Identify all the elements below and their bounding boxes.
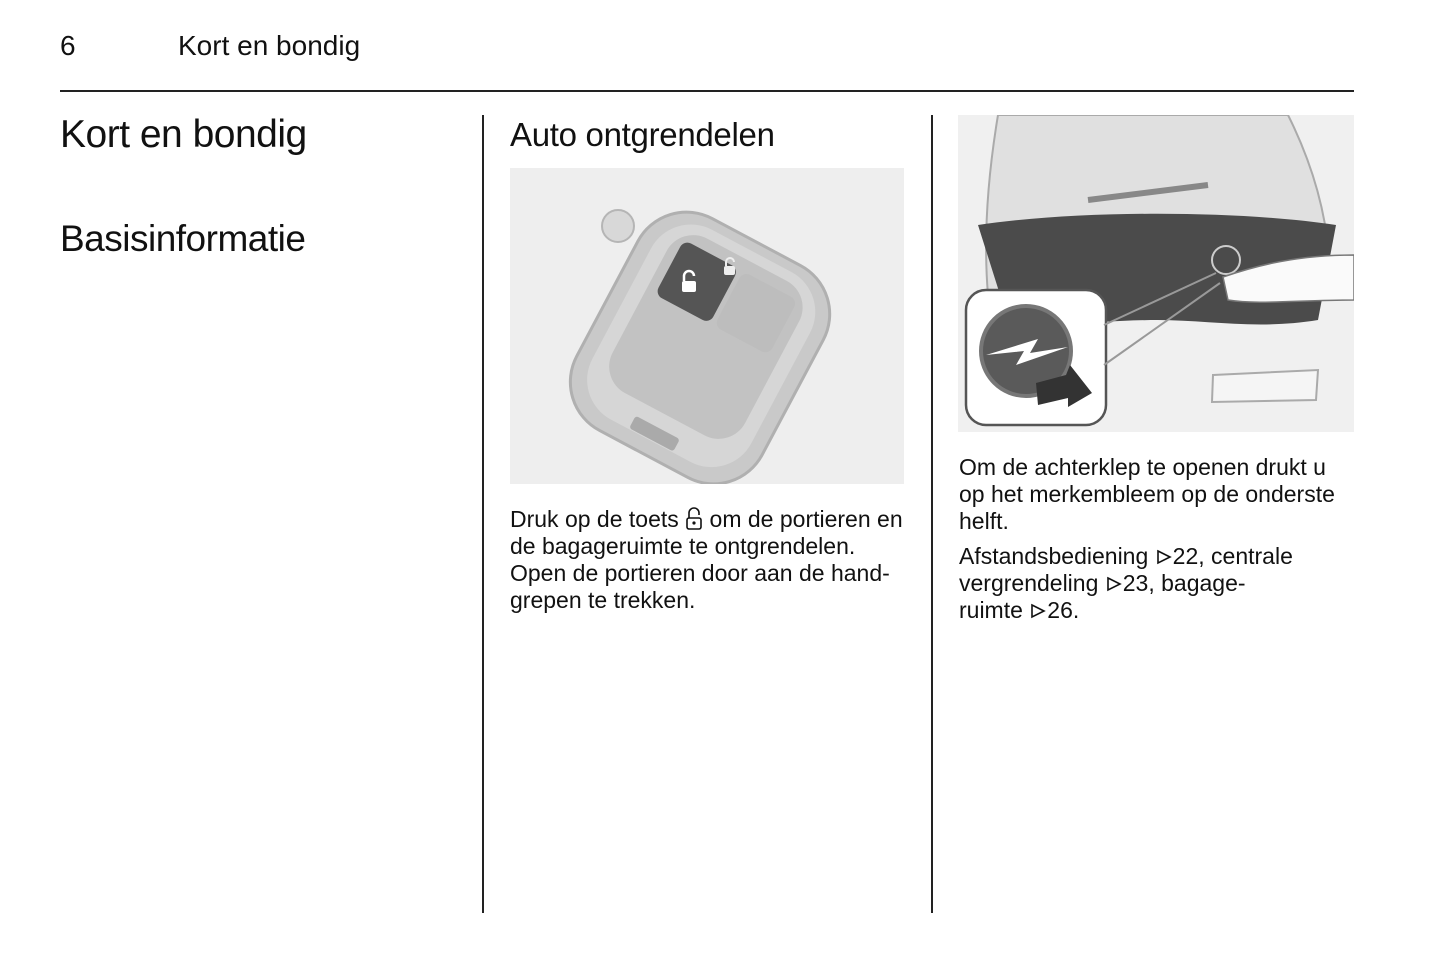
text-segment: . bbox=[1072, 597, 1080, 623]
text-segment: , centrale bbox=[1198, 543, 1293, 569]
ref-page: 26 bbox=[1047, 597, 1073, 623]
cross-references bbox=[959, 543, 1359, 624]
text-segment: Druk op de toets bbox=[510, 506, 679, 532]
ref-link-remote[interactable] bbox=[1155, 543, 1199, 569]
subsection-heading: Basisinformatie bbox=[60, 218, 306, 259]
ref-link-luggage[interactable] bbox=[1029, 597, 1073, 623]
page-reference-icon bbox=[1105, 575, 1123, 593]
text-line: op het merkembleem op de onderste bbox=[959, 481, 1335, 507]
text-segment: , bagage- bbox=[1148, 570, 1246, 596]
section-heading: Kort en bondig bbox=[60, 113, 307, 156]
car-key-remote-illustration bbox=[510, 168, 904, 484]
text-line: Open de portieren door aan de hand- bbox=[510, 560, 890, 586]
text-segment: vergrendeling bbox=[959, 570, 1099, 596]
running-title: Kort en bondig bbox=[178, 30, 361, 61]
unlock-instructions bbox=[510, 506, 910, 614]
text-line: de bagageruimte te ontgrendelen. bbox=[510, 533, 856, 559]
text-line: grepen te trekken. bbox=[510, 587, 696, 613]
ref-link-central-locking[interactable] bbox=[1105, 570, 1149, 596]
topic-heading: Auto ontgrendelen bbox=[510, 116, 775, 153]
tailgate-instructions bbox=[959, 454, 1359, 535]
unlock-icon bbox=[685, 507, 703, 531]
ref-page: 23 bbox=[1122, 570, 1149, 596]
column-divider-1 bbox=[482, 115, 484, 913]
text-segment: ruimte bbox=[959, 597, 1023, 623]
tailgate-emblem-illustration bbox=[958, 115, 1354, 432]
text-line: Om de achterklep te openen drukt u bbox=[959, 454, 1326, 480]
page-reference-icon bbox=[1155, 548, 1173, 566]
page-reference-icon bbox=[1029, 602, 1047, 620]
text-segment: om de portieren en bbox=[709, 506, 903, 532]
ref-page: 22 bbox=[1172, 543, 1199, 569]
page-number: 6 bbox=[60, 30, 76, 61]
text-line: helft. bbox=[959, 508, 1009, 534]
header-rule bbox=[60, 90, 1354, 92]
column-divider-2 bbox=[931, 115, 933, 913]
text-segment: Afstandsbediening bbox=[959, 543, 1149, 569]
